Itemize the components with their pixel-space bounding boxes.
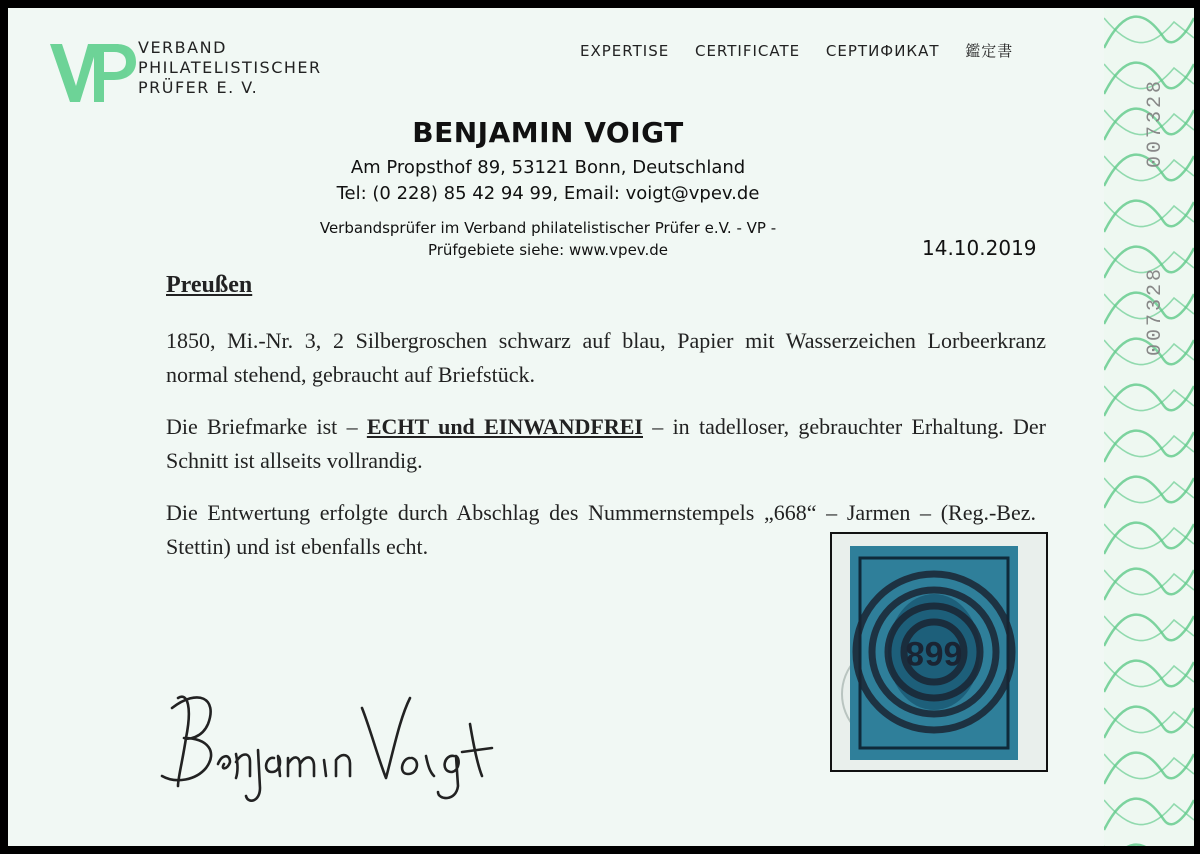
vp-logo-mark	[48, 42, 138, 104]
examiner-signature	[148, 668, 508, 808]
country-heading: Preußen	[166, 272, 253, 298]
verdict-suffix: – in tadelloser, gebrauchter Erhaltung. Der Schnitt ist allseits vollrandig.	[166, 414, 1046, 473]
serial-number: 007328	[1144, 265, 1167, 356]
examiner-name: BENJAMIN VOIGT	[412, 116, 684, 149]
association-line: PRÜFER E. V.	[138, 78, 259, 97]
doc-type-sertifikat: СЕРТИФИКАТ	[825, 42, 940, 60]
examiner-contact: Tel: (0 228) 85 42 94 99, Email: voigt@vpev.de	[336, 183, 760, 204]
verdict-text: ECHT und EINWANDFREI	[366, 414, 643, 439]
verdict-prefix: Die Briefmarke ist –	[166, 414, 367, 439]
examiner-areas: Prüfgebiete siehe: www.vpev.de	[427, 241, 669, 259]
document-types	[580, 40, 1027, 61]
verdict-paragraph	[166, 410, 1046, 478]
doc-type-expertise: EXPERTISE	[580, 42, 670, 60]
association-line: PHILATELISTISCHER	[138, 58, 322, 77]
association-line: VERBAND	[138, 38, 227, 57]
certificate-paper	[8, 8, 1194, 846]
stamp-description: 1850, Mi.-Nr. 3, 2 Silbergroschen schwarz auf blau, Papier mit Wasserzeichen Lorbeerkranz normal stehend, gebraucht auf Briefstück.	[166, 328, 1046, 387]
serial-number: 007328	[1144, 77, 1167, 168]
cancel-number: 668	[905, 634, 963, 672]
examiner-membership: Verbandsprüfer im Verband philatelistischer Prüfer e.V. - VP -	[319, 219, 777, 237]
examiner-address: Am Propsthof 89, 53121 Bonn, Deutschland	[350, 157, 746, 178]
stamp-photo	[830, 532, 1048, 772]
certificate-date: 14.10.2019	[922, 236, 1037, 260]
cancellation-paragraph: Die Entwertung erfolgte durch Abschlag des Nummernstempels „668“ – Jarmen – (Reg.-Bez. Stettin) und ist ebenfalls echt.	[166, 500, 1036, 559]
association-name	[138, 38, 322, 98]
doc-type-kanteisho: 鑑定書	[965, 42, 1014, 60]
doc-type-certificate: CERTIFICATE	[694, 42, 801, 60]
stamp-image	[832, 534, 1046, 770]
pattern-wave	[1104, 845, 1194, 846]
